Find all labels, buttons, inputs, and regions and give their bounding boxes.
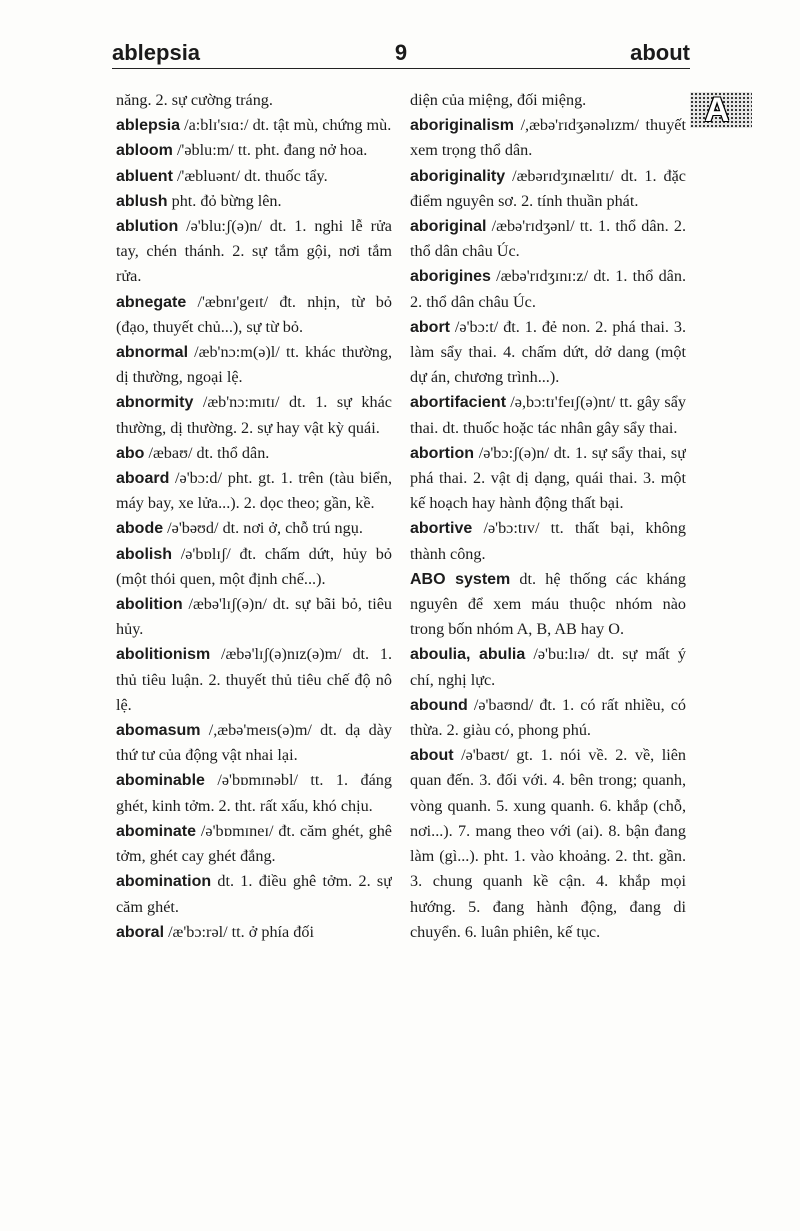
headword: ablepsia (116, 117, 181, 135)
dictionary-entry (116, 768, 392, 818)
dictionary-entry (410, 567, 686, 643)
dictionary-entry (410, 642, 686, 692)
dictionary-entry (116, 340, 392, 390)
headword: abortion (410, 444, 474, 462)
definition: /ə'baʊnd/ đt. 1. có rất nhiều, có thừa. 2. giàu có, phong phú. (410, 695, 686, 740)
headword: abortive (410, 520, 473, 538)
definition: /a:blɪ'sɪɑ:/ dt. tật mù, chứng mù. (180, 116, 392, 135)
dictionary-entry (116, 88, 392, 113)
dictionary-entry (116, 819, 392, 869)
definition: /æbə'rɪdʒɪnɪ:z/ dt. 1. thổ dân. 2. thổ dân châu Úc. (410, 267, 686, 311)
definition: /æbə'lɪʃ(ə)n/ dt. sự bãi bỏ, tiêu hủy. (116, 595, 392, 639)
headword: ablution (116, 218, 179, 236)
headword: aboriginality (410, 167, 506, 185)
dictionary-entry (116, 592, 392, 642)
dictionary-entry (410, 315, 686, 391)
headword: aboulia, abulia (410, 646, 526, 664)
definition: /ə'bɔ:t/ đt. 1. đẻ non. 2. phá thai. 3. làm sẩy thai. 4. chấm dứt, dở dang (một dự án, chương trình...). (410, 317, 686, 387)
definition: /'əblu:m/ tt. pht. đang nở hoa. (172, 141, 368, 160)
headword: abort (410, 318, 450, 336)
dictionary-entry (116, 113, 392, 138)
dictionary-entry (116, 214, 392, 290)
definition: /ə'bɒmɪnəbl/ tt. 1. đáng ghét, kinh tởm. 2. tht. rất xấu, khó chịu. (116, 771, 392, 815)
definition: /ə'bɔ:d/ pht. gt. 1. trên (tàu biển, máy bay, xe lửa...). 2. dọc theo; gần, kề. (116, 469, 392, 513)
definition: /ə'bəʊd/ dt. nơi ở, chỗ trú ngụ. (163, 519, 363, 538)
definition: /æb'nɔ:m(ə)l/ tt. khác thường, dị thường, ngoại lệ. (116, 343, 392, 387)
dictionary-entry (116, 869, 392, 919)
definition: /æbaʊ/ dt. thổ dân. (144, 443, 270, 462)
dictionary-entry (410, 113, 686, 163)
dictionary-entry (116, 290, 392, 340)
dictionary-entry (116, 718, 392, 768)
right-column (410, 88, 686, 1158)
definition: /ə'bɒmɪneɪ/ đt. căm ghét, ghê tởm, ghét cay ghét đắng. (116, 821, 392, 866)
headword: aboard (116, 470, 170, 488)
definition: /ə'bu:lɪə/ dt. sự mất ý chí, nghị lực. (410, 645, 686, 689)
definition: /æbə'rɪdʒənl/ tt. 1. thổ dân. 2. thổ dân châu Úc. (410, 217, 686, 261)
definition: /æbə'lɪʃ(ə)nɪz(ə)m/ dt. 1. thủ tiêu luận. 2. thuyết thủ tiêu chế độ nô lệ. (116, 645, 392, 714)
headword: abomasum (116, 722, 201, 740)
definition: /,æbə'rɪdʒənəlɪzm/ thuyết xem trọng thổ dân. (410, 116, 686, 160)
headword: abominable (116, 772, 205, 790)
right-guide-word: about (630, 40, 690, 65)
header-rule (112, 68, 690, 69)
dictionary-entry (410, 743, 686, 945)
headword: abolish (116, 545, 173, 563)
dictionary-entry (410, 441, 686, 517)
headword: aboriginalism (410, 117, 515, 135)
dictionary-entry (116, 138, 392, 163)
headword: abode (116, 520, 164, 538)
definition: /ə'baʊt/ gt. 1. nói về. 2. về, liên quan đến. 3. đối với. 4. bên trong; quanh, vòng quanh. 5. xung quanh. 6. khắp (chỗ, nơi...). 7. mang theo với (ai). 8. bận đang làm (gì...). pht. 1. vào khoảng. 2. tht. gần. 3. chung quanh kề cận. 4. khắp mọi hướng. 5. đang hành động, đang di chuyển. 6. luân phiên, kế tục. (410, 746, 686, 941)
dictionary-entry (116, 642, 392, 718)
headword: aborigines (410, 268, 491, 286)
headword: aboriginal (410, 218, 487, 236)
dictionary-entry (116, 920, 392, 945)
headword: abolition (116, 596, 183, 614)
dictionary-entry (410, 164, 686, 214)
definition: /,æbə'meɪs(ə)m/ dt. dạ dày thứ tư của động vật nhai lại. (116, 721, 392, 765)
dictionary-entry (116, 516, 392, 541)
dictionary-entry (116, 441, 392, 466)
headword: ablush (116, 192, 168, 210)
headword: abomination (116, 873, 212, 891)
definition: pht. đỏ bừng lên. (167, 191, 282, 210)
dictionary-entry (410, 214, 686, 264)
definition: /'æbluənt/ dt. thuốc tẩy. (172, 166, 328, 185)
dictionary-entry (410, 390, 686, 440)
definition: /ə'bɔ:tɪv/ tt. thất bại, không thành công. (410, 519, 686, 563)
thumb-index-letter: A (704, 91, 730, 129)
headword: ABO system (410, 570, 511, 588)
dictionary-entry (116, 390, 392, 440)
page-number: 9 (394, 40, 408, 65)
headword: abound (410, 696, 468, 714)
headword: about (410, 747, 454, 765)
thumb-index-tab (690, 92, 752, 128)
dictionary-entry (410, 693, 686, 743)
dictionary-entry (116, 189, 392, 214)
left-column (116, 88, 392, 1158)
headword: abo (116, 444, 145, 462)
definition: /ə'bɒlɪʃ/ đt. chấm dứt, hủy bỏ (một thói quen, một định chế...). (116, 544, 392, 588)
definition: năng. 2. sự cường tráng. (116, 91, 273, 109)
dictionary-entry (116, 542, 392, 592)
dictionary-entry (116, 466, 392, 516)
headword: aboral (116, 923, 165, 941)
definition: /'æbnɪ'geɪt/ đt. nhịn, từ bỏ (đạo, thuyết chủ...), sự từ bỏ. (116, 292, 392, 336)
dictionary-entry (410, 264, 686, 314)
headword: abnormity (116, 394, 194, 412)
headword: abortifacient (410, 394, 507, 412)
definition: /æb'nɔ:mɪtɪ/ dt. 1. sự khác thường, dị thường. 2. sự hay vật kỳ quái. (116, 393, 392, 437)
definition: diện của miệng, đối miệng. (410, 91, 587, 109)
headword: abominate (116, 822, 197, 840)
dictionary-entry (410, 516, 686, 566)
definition: /æbərɪdʒɪnælɪtɪ/ dt. 1. đặc điểm nguyên sơ. 2. tính thuần phát. (410, 166, 686, 210)
definition: /ə,bɔ:tɪ'feɪʃ(ə)nt/ tt. gây sẩy thai. dt. thuốc hoặc tác nhân gây sẩy thai. (410, 393, 686, 437)
page-header (112, 38, 690, 68)
left-guide-word: ablepsia (112, 40, 201, 65)
headword: abolitionism (116, 646, 211, 664)
headword: abluent (116, 167, 173, 185)
definition: dt. hệ thống các kháng nguyên để xem máu thuộc nhóm nào trong bốn nhóm A, B, AB hay O. (410, 569, 686, 639)
definition: dt. 1. điều ghê tởm. 2. sự căm ghét. (116, 872, 392, 916)
headword: abnormal (116, 344, 189, 362)
headword: abloom (116, 142, 173, 160)
definition: /ə'bɔ:ʃ(ə)n/ dt. 1. sự sẩy thai, sự phá thai. 2. vật dị dạng, quái thai. 3. một kế hoạch hay hành động thất bại. (410, 443, 686, 513)
headword: abnegate (116, 293, 187, 311)
definition: /æ'bɔ:rəl/ tt. ở phía đối (164, 922, 314, 941)
definition: /ə'blu:ʃ(ə)n/ dt. 1. nghi lễ rửa tay, chén thánh. 2. sự tắm gội, nơi tắm rửa. (116, 217, 392, 286)
dictionary-entry (116, 164, 392, 189)
dictionary-entry (410, 88, 686, 113)
